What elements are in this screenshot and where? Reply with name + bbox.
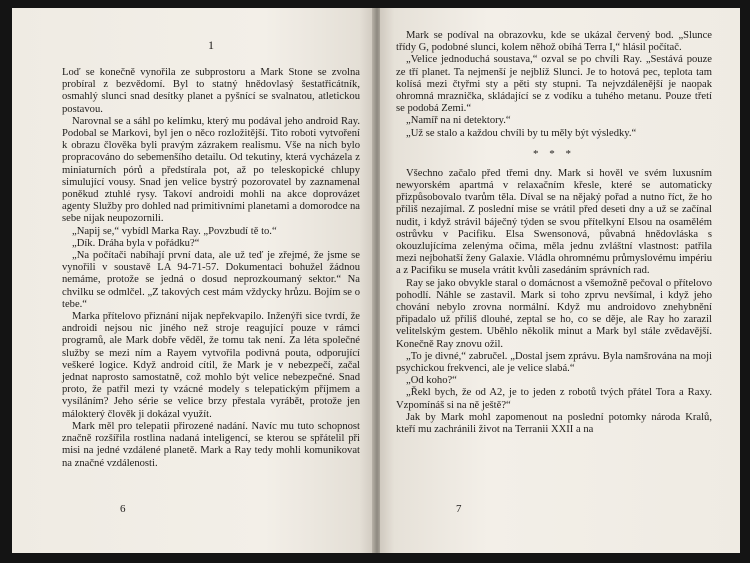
paragraph: „Na počítači nabíhají první data, ale už teď je zřejmé, že jsme se vynořili v soustavě LA 94-71-57. Dokumentaci bohužel žádnou nemáme, protože se jedná o dosud neprozkoumaný sektor.“ Na chvilku se odmlčel. „Z takových cest mám vždycky hrůzu. Bojím se o tebe.“ [62,250,360,310]
paragraph: „Velice jednoduchá soustava,“ ozval se po chvíli Ray. „Sestává pouze ze tří planet. Ta nejmenší je nejblíž Slunci. Je to hotová pec, teplota tam kolísá mezi čtyřmi sty a pěti sty stupni. Ta nejvzdálenější je naopak ohromná mraznička, skládající se z vodíku a tuhého metanu. Pouze třetí se podobá Zemi.“ [396,54,712,115]
left-page [12,8,374,553]
section-break: * * * [533,147,575,160]
paragraph: Marka přítelovo přiznání nijak nepřekvapilo. Inženýři sice tvrdí, že androidi nejsou nic jiného než stroje reagující pouze v rámci programů, ale Mark dobře věděl, že tomu tak není. Za léta společné služby se mezi ním a Rayem vytvořila podivná pouta, odporující veškeré logice. Když android cítil, že Mark je v nebezpečí, začal jednat naprosto samostatně, což mohlo být velice nebezpečné. Snad proto, že patřil mezi ty vzácné modely s telepatickým příjmem a vysíláním? Jeho série se velice brzy přestala vyrábět, protože jen málokterý člověk ji dokázal využít. [62,311,360,420]
paragraph: Mark měl pro telepatii přirozené nadání. Navíc mu tuto schopnost značně rozšířila rostlina nadaná inteligencí, se kterou se spřátelil při misi na jedné vzdálené planetě. Mark a Ray tedy mohli komunikovat na značné vzdálenosti. [62,420,360,469]
right-page [380,8,740,553]
paragraph: Narovnal se a sáhl po kelímku, který mu podával jeho android Ray. Podobal se Markovi, byl jen o něco rozložitější. Tito roboti vytvoření k obrazu člověka byli pravým zázrakem realismu. Vše na nich bylo propracováno do sebemenšího detailu. Od tekutiny, která vycházela z miniaturních pórů a předstírala pot, až po teleskopické chlupy simulující vousy. Snad jen velice bystrý pozorovatel by zaznamenal poněkud ztuhlé rysy. Takoví androidi mohli na akce doprovázet agenty Služby pro dohled nad primitivními planetami a domorodce na sebe nijak neupozornili. [62,115,360,225]
paragraph: „Řekl bych, že od A2, je to jeden z robotů tvých přátel Tora a Raxy. Vzpomínáš si na ně ještě?“ [396,387,712,411]
paragraph: „To je divné,“ zabručel. „Dostal jsem zprávu. Byla namšrována na moji psychickou frekvenci, ale je velice slabá.“ [396,350,712,375]
page-number: 6 [120,503,126,515]
paragraph: Jak by Mark mohl zapomenout na poslední potomky národa Kralů, kteří mu zachránili život na Terranii XXII a na [396,411,712,436]
paragraph: „Dík. Dráha byla v pořádku?“ [72,237,200,249]
paragraph: „Už se stalo a každou chvíli by tu měly být výsledky.“ [406,127,637,139]
paragraph: Mark se podíval na obrazovku, kde se ukázal červený bod. „Slunce třídy G, podobné slunci, kolem něhož obíhá Terra I,“ hlásil počítač. [396,30,712,54]
left-page-text [62,67,360,470]
paragraph: Všechno začalo před třemi dny. Mark si hověl ve svém luxusním newyorském apartmá v relaxačním křesle, které se automaticky přizpůsobovalo tvarům těla. Díval se na nějaký pořad a nutno říct, že ho příliš nezajímal. Z poslední mise se vrátil před deseti dny a už se začínal nudit, i když strávil báječný týden se svou přítelkyní Elsou na osamělém ostrůvku v Pacifiku. Elsa Swensonová, půvabná hnědovláska s okouzlujícíma zelenýma očima, měla jednu zvláštní vlastnost: patřila mezi nejbohatší ženy Galaxie. Vládla ohromnému průmyslovému impériu a z Pacifiku se musela vrátit kvůli zasedáním správních rad. [396,167,712,277]
right-page-text [396,30,712,436]
paragraph: „Napij se,“ vybídl Marka Ray. „Povzbudí tě to.“ [72,225,277,237]
chapter-number: 1 [208,38,214,52]
page-number: 7 [456,503,462,515]
paragraph: „Namíř na ni detektory.“ [406,115,511,127]
paragraph: „Od koho?“ [406,375,457,387]
paragraph: Ray se jako obvykle staral o domácnost a všemožně pečoval o přítelovo pohodlí. Náhle se zastavil. Mark si toho zprvu nevšímal, i když jeho chování nebylo zrovna normální. Když mu androidovo znehybnění připadalo už příliš dlouhé, zeptal se ho, co se děje, ale Ray ho zarazil velitelským gestem. Uběhlo několik minut a Mark byl stále zvědavější. Konečně Ray znovu ožil. [396,277,712,350]
paragraph: Loď se konečně vynořila ze subprostoru a Mark Stone se zvolna probíral z bezvědomí. Byl to statný hnědovlasý šestatřicátník, osmahlý slunci snad desítky planet a pyšnící se svalnatou, atletickou postavou. [62,67,360,115]
